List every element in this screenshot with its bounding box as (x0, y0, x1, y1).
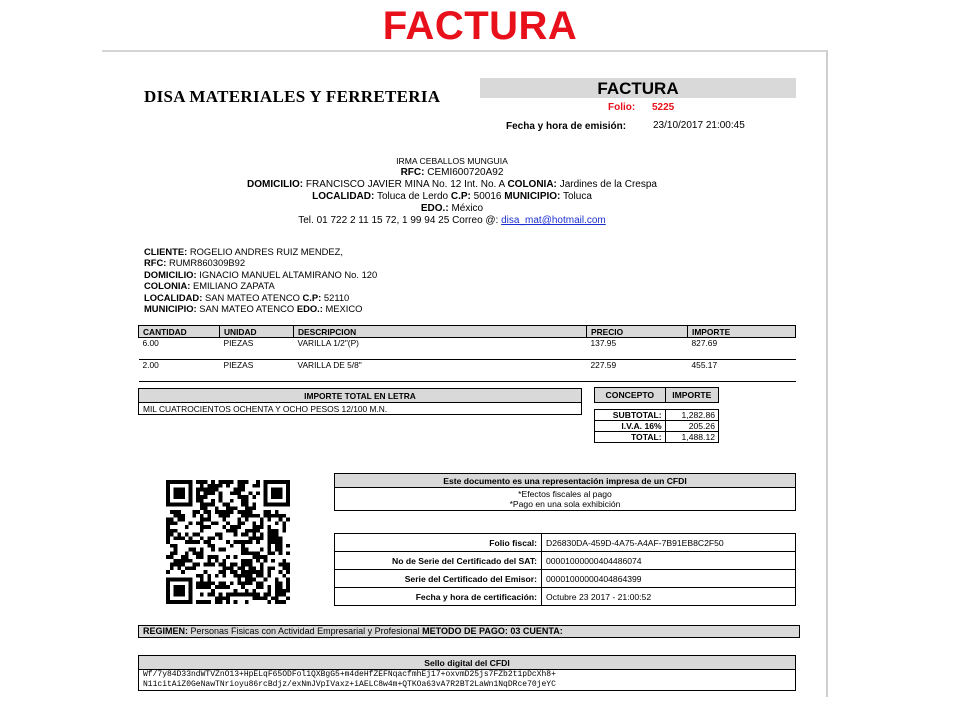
client-block (144, 246, 377, 314)
issuer-domicilio: DOMICILIO: FRANCISCO JAVIER MINA No. 12 Int. No. A COLONIA: Jardines de la Crespa (247, 179, 657, 190)
invoice-heading: FACTURA (480, 78, 796, 98)
issuer-contact: Tel. 01 722 2 11 15 72, 1 99 94 25 Correo @: disa_mat@hotmail.com (298, 215, 606, 226)
client-colonia: COLONIA: EMILIANO ZAPATA (144, 280, 275, 292)
client-municipio: MUNICIPIO: SAN MATEO ATENCO EDO.: MEXICO (144, 303, 363, 315)
importe-letra-table (138, 388, 582, 415)
qr-code (166, 480, 290, 604)
cert-row-emisor: Serie del Certificado del Emisor: 00001000000404864399 (335, 570, 796, 588)
slide-title: FACTURA (382, 4, 578, 48)
issuer-edo: EDO.: México (420, 203, 484, 214)
sello-value: Wf/7y84D33ndWTVZnO13+HpELqF65ODFol1QXBgG5+m4deHfZEFNqacfmhEj17+oxvmD25js7FZb2t1pDcXh8+ N11citAiZ0GeNawTNrioyu86rcBdjz/exNmJVpIVaxz+iAELC8w4m+QTKOa63vA7R2BT2LaWn1NqDRce70jeYC (139, 670, 796, 691)
folio-value: 5225 (652, 102, 675, 113)
importe-letra-value: MIL CUATROCIENTOS OCHENTA Y OCHO PESOS 12/100 M.N. (139, 403, 582, 415)
table-row: 6.00 PIEZAS VARILLA 1/2"(P) 137.95 827.69 (139, 338, 796, 360)
client-localidad: LOCALIDAD: SAN MATEO ATENCO C.P: 52110 (144, 291, 350, 303)
total-row: TOTAL: 1,488.12 (595, 432, 719, 443)
col-cantidad: CANTIDAD (139, 326, 220, 338)
cert-row-sat: No de Serie del Certificado del SAT: 00001000000404486074 (335, 552, 796, 570)
cfdi-note-table (334, 473, 796, 511)
issuer-email-link[interactable]: disa_mat@hotmail.com (501, 215, 606, 226)
certificate-table (334, 533, 796, 606)
company-name: DISA MATERIALES Y FERRETERIA (144, 87, 441, 106)
cert-row-fecha: Fecha y hora de certificación: Octubre 23 2017 - 21:00:52 (335, 588, 796, 606)
table-row: 2.00 PIEZAS VARILLA DE 5/8" 227.59 455.17 (139, 360, 796, 382)
cert-row-folio: Folio fiscal: D26830DA-459D-4A75-A4AF-7B91EB8C2F50 (335, 534, 796, 552)
sello-header: Sello digital del CFDI (139, 656, 796, 670)
sello-digital-table (138, 655, 796, 691)
folio-label: Folio: (608, 102, 636, 113)
col-importe: IMPORTE (688, 326, 796, 338)
issue-date-value: 23/10/2017 21:00:45 (653, 120, 745, 131)
importe-letra-header: IMPORTE TOTAL EN LETRA (139, 389, 582, 403)
col-descripcion: DESCRIPCION (294, 326, 587, 338)
issue-date-label: Fecha y hora de emisión: (506, 121, 627, 132)
iva-row: I.V.A. 16% 205.26 (595, 421, 719, 432)
col-precio: PRECIO (587, 326, 688, 338)
client-domicilio: DOMICILIO: IGNACIO MANUEL ALTAMIRANO No. 120 (144, 268, 378, 280)
cfdi-note-body: *Efectos fiscales al pago *Pago en una sola exhibición (335, 488, 796, 511)
items-table (138, 325, 796, 382)
issuer-localidad: LOCALIDAD: Toluca de Lerdo C.P: 50016 MUNICIPIO: Toluca (312, 191, 592, 202)
issuer-rfc: RFC: CEMI600720A92 (400, 167, 504, 178)
issuer-name: IRMA CEBALLOS MUNGUIA (396, 156, 508, 166)
client-rfc: RFC: RUMR860309B92 (144, 257, 246, 269)
cfdi-note-header: Este documento es una representación impresa de un CFDI (335, 474, 796, 488)
invoice-document (102, 50, 828, 697)
regimen-bar: REGIMEN: Personas Fisicas con Actividad Empresarial y Profesional METODO DE PAGO: 03 CUENTA: (138, 625, 800, 638)
importe-header: IMPORTE (665, 388, 718, 403)
client-name: CLIENTE: ROGELIO ANDRES RUIZ MENDEZ, (144, 246, 343, 257)
concepto-header: CONCEPTO (595, 388, 666, 403)
col-unidad: UNIDAD (220, 326, 294, 338)
totals-table (594, 387, 719, 443)
subtotal-row: SUBTOTAL: 1,282.86 (595, 410, 719, 421)
